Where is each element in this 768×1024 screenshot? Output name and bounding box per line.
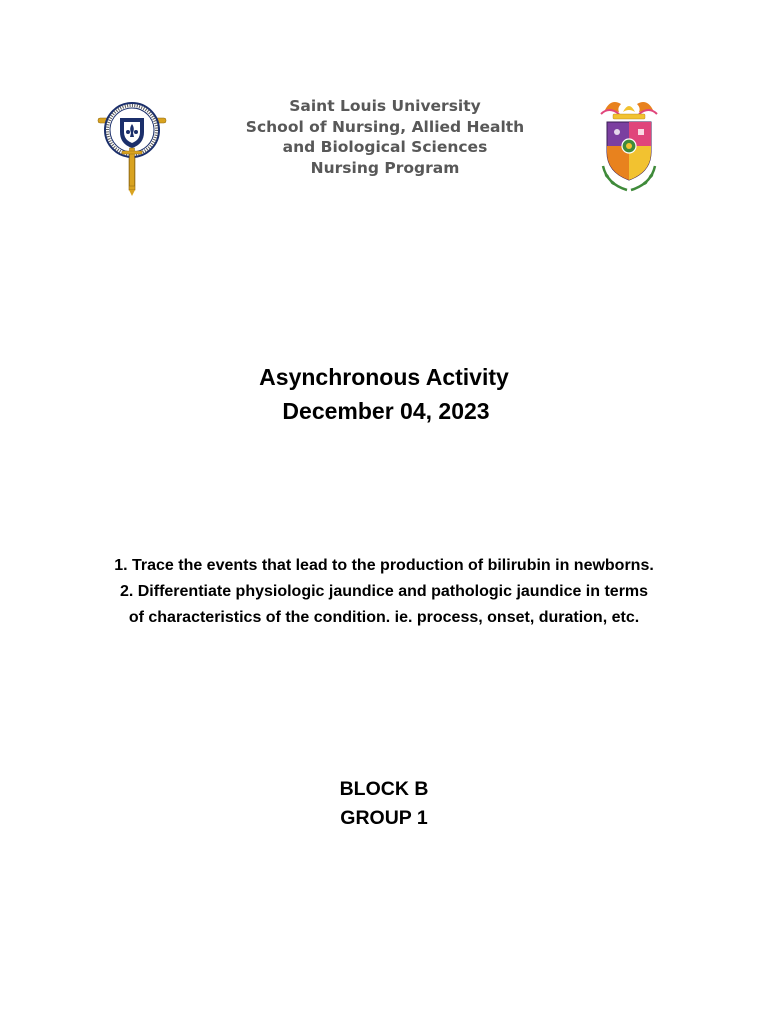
block-label: BLOCK B (339, 778, 429, 800)
school-name: School of Nursing, Allied Health (245, 117, 525, 136)
saint-louis-university-seal-icon (92, 96, 172, 196)
question-1: 1. Trace the events that lead to the production of bilirubin in newborns. (114, 557, 654, 574)
group-info (0, 775, 768, 833)
university-name: Saint Louis University (289, 97, 481, 115)
activity-title: Asynchronous Activity (259, 364, 509, 390)
institution-header (170, 96, 600, 178)
program-name: Nursing Program (310, 158, 460, 177)
nursing-program-crest-icon (597, 96, 661, 194)
question-2-line-1: 2. Differentiate physiologic jaundice and pathologic jaundice in terms (119, 583, 649, 600)
question-2-line-2: of characteristics of the condition. ie. process, onset, duration, etc. (128, 609, 640, 626)
activity-title-block (0, 360, 768, 428)
activity-date: December 04, 2023 (282, 398, 490, 424)
school-name-continued: and Biological Sciences (282, 138, 488, 156)
group-label: GROUP 1 (340, 807, 428, 829)
activity-questions (0, 553, 768, 631)
